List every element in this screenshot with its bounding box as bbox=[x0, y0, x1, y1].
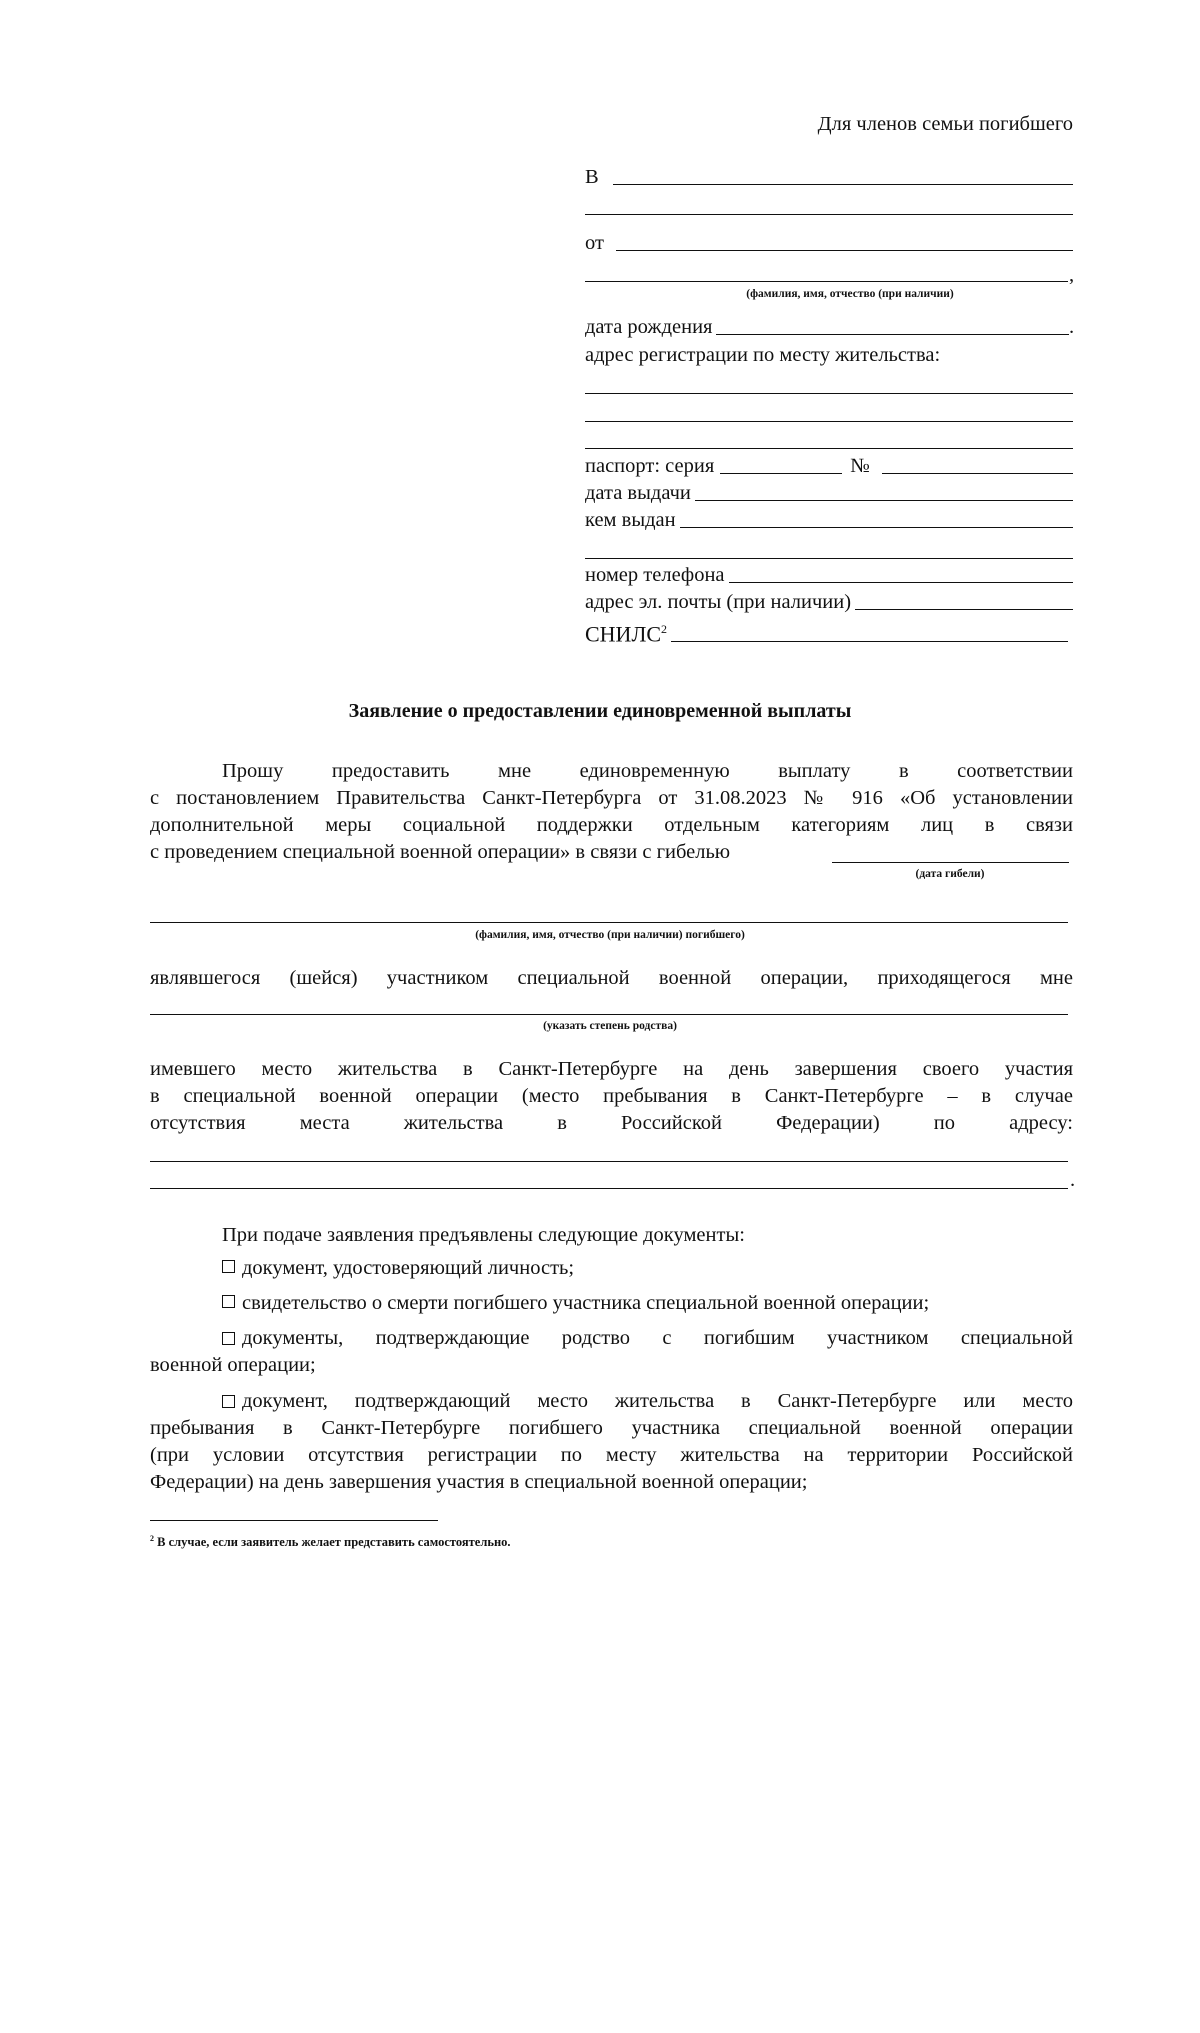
snils-footnote-mark: 2 bbox=[661, 622, 668, 636]
death-date-fill-line[interactable] bbox=[832, 862, 1069, 863]
email-fill-line[interactable] bbox=[855, 609, 1073, 610]
request-line-1: Прошу предоставить мне единовременную выплату в соответствии bbox=[222, 760, 1073, 782]
doc-item-kinship bbox=[222, 1325, 1073, 1351]
issue-date-fill-line[interactable] bbox=[695, 500, 1073, 501]
doc-residence-text-1: документ, подтверждающий место жительства в Санкт-Петербурге или место bbox=[242, 1390, 1073, 1412]
snils-field[interactable] bbox=[585, 616, 1068, 647]
residence-address-line-1[interactable] bbox=[150, 1161, 1068, 1162]
deceased-fio-fill-line[interactable] bbox=[150, 922, 1068, 923]
birth-date-fill-line[interactable] bbox=[716, 334, 1069, 335]
phone-fill-line[interactable] bbox=[729, 582, 1073, 583]
birth-date-field[interactable] bbox=[585, 314, 1069, 340]
fio-caption: (фамилия, имя, отчество (при наличии) bbox=[746, 288, 954, 300]
document-title: Заявление о предоставлении единовременной выплаты bbox=[348, 700, 852, 722]
passport-series-label: паспорт: серия bbox=[585, 455, 715, 477]
residence-end-period: . bbox=[1070, 1169, 1076, 1191]
issue-date-label: дата выдачи bbox=[585, 482, 691, 504]
doc-identity-text: документ, удостоверяющий личность; bbox=[242, 1257, 575, 1279]
request-line-4: с проведением специальной военной операции» в связи с гибелью bbox=[150, 841, 731, 863]
death-date-caption: (дата гибели) bbox=[915, 868, 985, 880]
issued-by-fill-line[interactable] bbox=[680, 527, 1073, 528]
deceased-fio-caption: (фамилия, имя, отчество (при наличии) погибшего) bbox=[475, 929, 745, 941]
from-label: от bbox=[585, 232, 604, 254]
passport-series-fill-line[interactable] bbox=[720, 473, 842, 474]
to-fill-line[interactable] bbox=[613, 184, 1073, 185]
to-fill-line-2[interactable] bbox=[585, 214, 1073, 215]
birth-date-period: . bbox=[1069, 316, 1075, 338]
footnote-text: В случае, если заявитель желает представить самостоятельно. bbox=[157, 1535, 511, 1550]
passport-number-label: № bbox=[850, 455, 870, 477]
residence-line-1: имевшего место жительства в Санкт-Петербурге на день завершения своего участия bbox=[150, 1058, 1073, 1080]
doc-residence-text-3: (при условии отсутствия регистрации по месту жительства на территории Российской bbox=[150, 1444, 1073, 1466]
residence-line-3: отсутствия места жительства в Российской Федерации) по адресу: bbox=[150, 1112, 1073, 1134]
request-line-2: с постановлением Правительства Санкт-Петербурга от 31.08.2023 № 916 «Об установлении bbox=[150, 787, 1073, 809]
doc-item-residence bbox=[222, 1388, 1073, 1414]
doc-item-death-certificate bbox=[222, 1290, 929, 1316]
residence-line-2: в специальной военной операции (место пребывания в Санкт-Петербурге – в случае bbox=[150, 1085, 1073, 1107]
request-line-3: дополнительной меры социальной поддержки отдельным категориям лиц в связи bbox=[150, 814, 1073, 836]
doc-kinship-text-2: военной операции; bbox=[150, 1354, 316, 1376]
birth-date-label: дата рождения bbox=[585, 316, 713, 338]
address-line-3[interactable] bbox=[585, 448, 1073, 449]
address-label: адрес регистрации по месту жительства: bbox=[585, 344, 941, 366]
from-field[interactable] bbox=[585, 230, 1073, 256]
issue-date-field[interactable] bbox=[585, 480, 1073, 506]
residence-address-line-2[interactable] bbox=[150, 1188, 1068, 1189]
phone-field[interactable] bbox=[585, 562, 1073, 588]
email-label: адрес эл. почты (при наличии) bbox=[585, 591, 852, 613]
doc-kinship-checkbox[interactable] bbox=[222, 1332, 235, 1345]
footnote-separator bbox=[150, 1520, 438, 1521]
doc-residence-checkbox[interactable] bbox=[222, 1395, 235, 1408]
participant-line: являвшегося (шейся) участником специальной военной операции, приходящегося мне bbox=[150, 967, 1073, 989]
doc-item-identity bbox=[222, 1255, 574, 1281]
doc-kinship-text-1: документы, подтверждающие родство с погибшим участником специальной bbox=[242, 1327, 1073, 1349]
doc-residence-text-2: пребывания в Санкт-Петербурге погибшего участника специальной военной операции bbox=[150, 1417, 1073, 1439]
kinship-fill-line[interactable] bbox=[150, 1014, 1068, 1015]
doc-death-certificate-checkbox[interactable] bbox=[222, 1295, 235, 1308]
doc-death-certificate-text: свидетельство о смерти погибшего участника специальной военной операции; bbox=[242, 1292, 930, 1314]
from-fill-line-2[interactable] bbox=[585, 281, 1068, 282]
docs-intro: При подаче заявления предъявлены следующие документы: bbox=[222, 1224, 745, 1246]
passport-number-fill-line[interactable] bbox=[882, 473, 1073, 474]
from-comma: , bbox=[1069, 264, 1075, 286]
doc-identity-checkbox[interactable] bbox=[222, 1260, 235, 1273]
doc-residence-text-4: Федерации) на день завершения участия в специальной военной операции; bbox=[150, 1471, 808, 1493]
footnote bbox=[150, 1534, 511, 1550]
email-field[interactable] bbox=[585, 589, 1073, 615]
address-line-2[interactable] bbox=[585, 421, 1073, 422]
issued-by-fill-line-2[interactable] bbox=[585, 558, 1073, 559]
from-fill-line[interactable] bbox=[616, 250, 1073, 251]
address-line-1[interactable] bbox=[585, 393, 1073, 394]
snils-fill-line[interactable] bbox=[671, 641, 1068, 642]
to-field[interactable] bbox=[585, 164, 1073, 190]
footnote-mark: 2 bbox=[150, 1534, 154, 1543]
passport-row bbox=[585, 453, 1073, 479]
issued-by-label: кем выдан bbox=[585, 509, 676, 531]
snils-label: СНИЛС$^2$ bbox=[585, 621, 668, 647]
kinship-caption: (указать степень родства) bbox=[543, 1020, 677, 1032]
issued-by-field[interactable] bbox=[585, 507, 1073, 533]
phone-label: номер телефона bbox=[585, 564, 725, 586]
to-label: В bbox=[585, 166, 599, 188]
for-family-label: Для членов семьи погибшего bbox=[817, 113, 1073, 135]
